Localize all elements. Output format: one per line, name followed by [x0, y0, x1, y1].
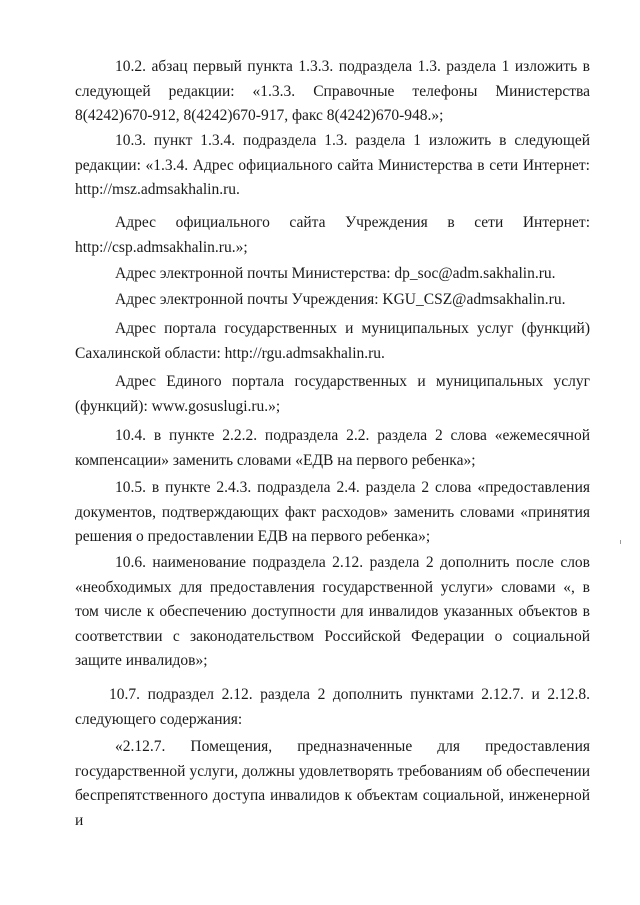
- paragraph-10-4: 10.4. в пункте 2.2.2. подраздела 2.2. раздела 2 слова «ежемесячной компенсации» заменить словами «ЕДВ на первого ребенка»;: [75, 427, 590, 469]
- paragraph-10-7: 10.7. подраздел 2.12. раздела 2 дополнить пунктами 2.12.7. и 2.12.8. следующего содержания:: [75, 686, 590, 728]
- paragraph-10-3: 10.3. пункт 1.3.4. подраздела 1.3. раздела 1 изложить в следующей редакции: «1.3.4. Адрес официального сайта Министерства в сети Интернет: http://msz.admsakhalin.ru.: [75, 132, 590, 199]
- paragraph-site-institution: Адрес официального сайта Учреждения в сети Интернет: http://csp.admsakhalin.ru.»;: [75, 214, 590, 256]
- paragraph-email-ministry: Адрес электронной почты Министерства: dp_soc@adm.sakhalin.ru.: [115, 265, 556, 282]
- paragraph-unified-portal: Адрес Единого портала государственных и муниципальных услуг (функций): www.gosuslugi.ru.»;: [75, 373, 590, 415]
- paragraph-2-12-7: «2.12.7. Помещения, предназначенные для предоставления государственной услуги, должны удовлетворять требованиям об обеспечении беспрепятственного доступа инвалидов к объектам социальной, инженерной и: [75, 738, 590, 829]
- paragraph-email-institution: Адрес электронной почты Учреждения: KGU_CSZ@admsakhalin.ru.: [115, 291, 566, 308]
- paragraph-10-5: 10.5. в пункте 2.4.3. подраздела 2.4. раздела 2 слова «предоставления документов, подтверждающих факт расходов» заменить словами «принятия решения о предоставлении ЕДВ на первого ребенка»;: [75, 479, 590, 546]
- margin-mark: [620, 540, 621, 544]
- paragraph-10-6: 10.6. наименование подраздела 2.12. раздела 2 дополнить после слов «необходимых для предоставления государственной услуги» словами «, в том числе к обеспечению доступности для инвалидов указанных объектов в соответствии с законодательством Российской Федерации о социальной защите инвалидов»;: [75, 554, 590, 670]
- paragraph-regional-portal: Адрес портала государственных и муниципальных услуг (функций) Сахалинской области: http://rgu.admsakhalin.ru.: [75, 320, 590, 362]
- paragraph-10-2: 10.2. абзац первый пункта 1.3.3. подраздела 1.3. раздела 1 изложить в следующей редакции: «1.3.3. Справочные телефоны Министерства 8(4242)670-912, 8(4242)670-917, факс 8(4242)670-948.»;: [75, 58, 590, 125]
